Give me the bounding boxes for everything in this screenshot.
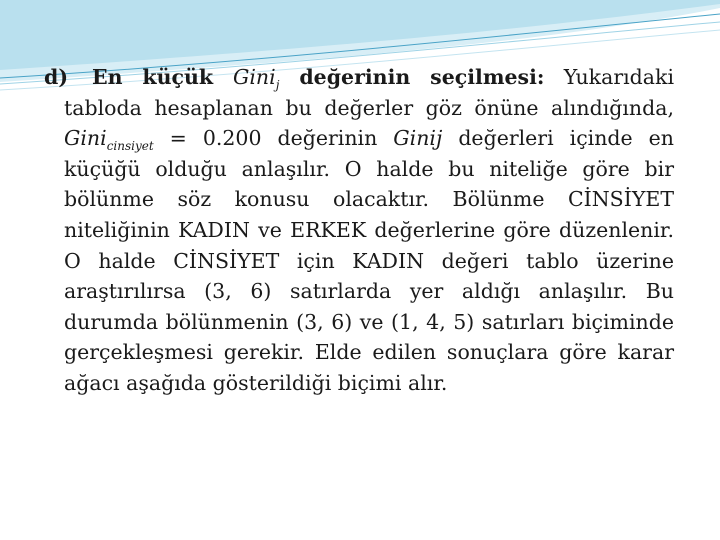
wave-band-mid xyxy=(0,0,720,70)
heading-post: değerinin seçilmesi: xyxy=(299,65,545,89)
gini-cinsiyet-symbol: Gini$_{cinsiyet}$ xyxy=(64,126,154,154)
item-letter: d) xyxy=(44,65,69,89)
body-text-3: değerleri içinde en küçüğü olduğu anlaşılır. O halde bu niteliğe göre bir bölünme söz konusu olacaktır. Bölünme CİNSİYET niteliğinin KADIN ve ERKEK değerlerine göre düzenlenir. O halde CİNSİYET için KADIN değeri tablo üzerine araştırılırsa (3, 6) satırlarda yer aldığı anlaşılır. Bu durumda bölünmenin (3, 6) ve (1, 4, 5) satırları biçiminde gerçekleşmesi gerekir. Elde edilen sonuçlara göre karar ağacı aşağıda gösterildiği biçimi alır. xyxy=(64,126,674,395)
body-text-1: Yukarıdaki tabloda hesaplanan bu değerler göz önüne alındığında, xyxy=(64,65,675,120)
section-heading xyxy=(44,65,545,92)
gini-j-symbol: Gini$_j$ xyxy=(233,65,280,92)
slide-content xyxy=(44,62,674,399)
ginij-term: Ginij xyxy=(393,126,443,151)
paragraph-d xyxy=(44,62,674,399)
heading-pre: En küçük xyxy=(91,65,214,89)
body-text-2: = 0.200 değerinin xyxy=(153,126,394,151)
